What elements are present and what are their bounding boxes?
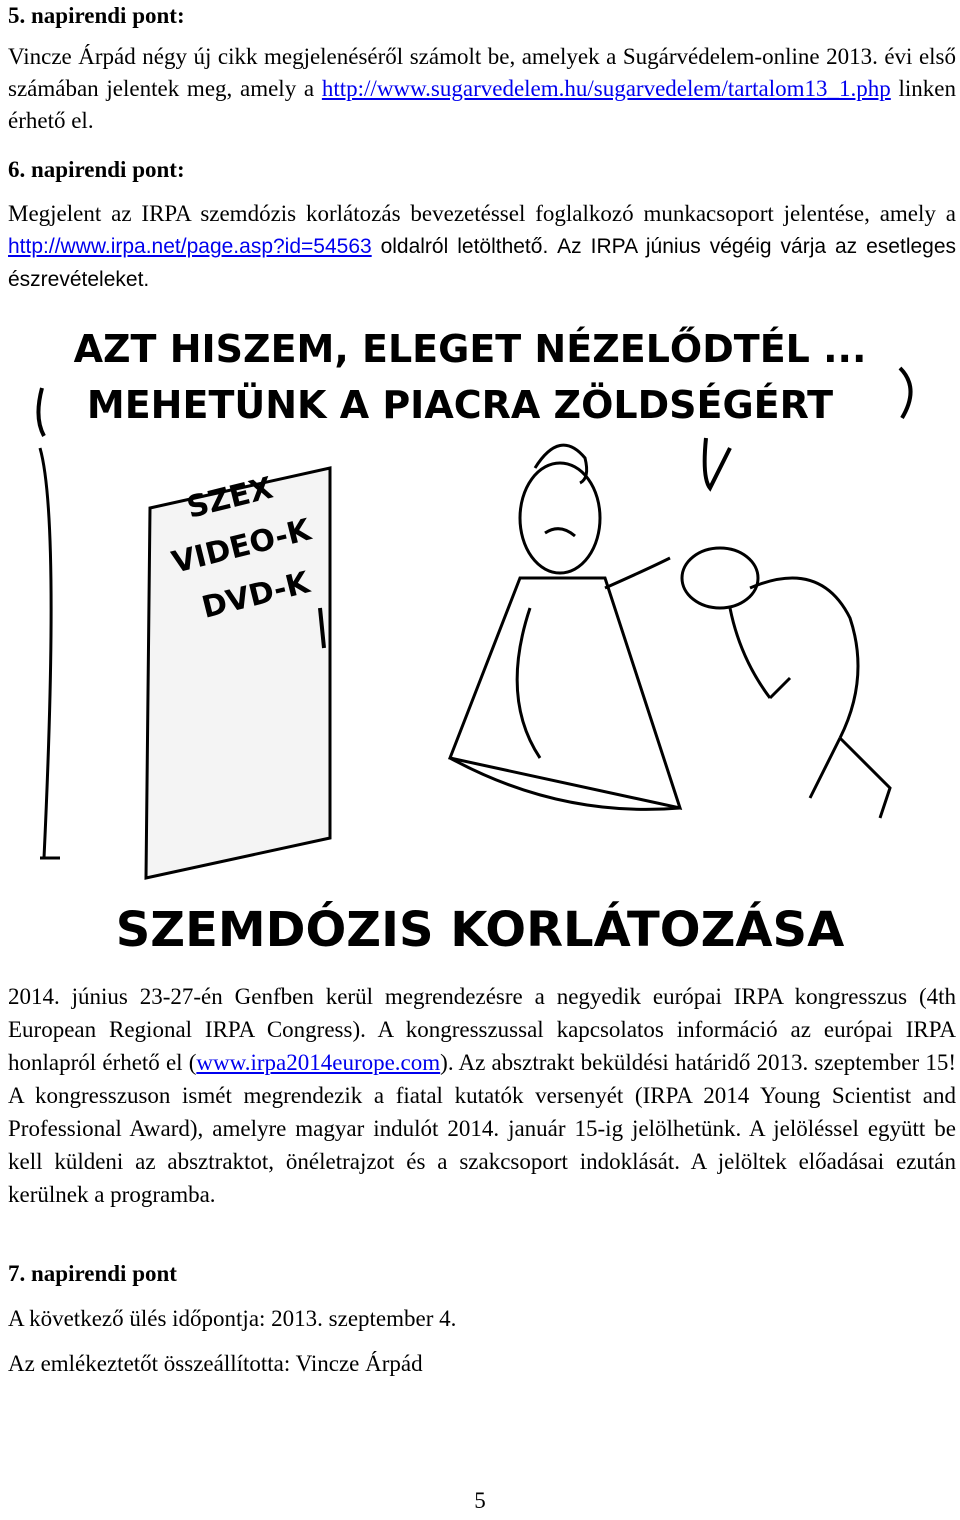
irpa-link[interactable]: http://www.irpa.net/page.asp?id=54563 [8,235,372,258]
tree-trunk [40,448,60,858]
cartoon-caption: SZEMDÓZIS KORLÁTOZÁSA [115,902,845,958]
man-figure [682,548,890,818]
section-5-heading: 5. napirendi pont: [8,3,185,28]
section-5-paragraph [8,41,956,137]
section-5-text-end: linken érhető el. [8,76,957,133]
congress-text-2: ). Az absztrakt beküldési határidő 2013. szeptember 15! A kongresszuson ismét megrendezik a fiatal kutatók versenyét (IRPA 2014 Young Scientist and Professional Award), amelyre magyar indulót 2014. január 15-ig jelölhetünk. A jelöléssel együtt be kell küldeni az absztraktot, önéletrajzot és a szakcsoport indoklását. A jelöltek előadásai ezután kerülnek a programba. [8,1050,956,1207]
congress-paragraph [8,980,956,1211]
section-6-text-mid: oldalról letölthető. [380,235,549,258]
sugarvedelem-link[interactable]: http://www.sugarvedelem.hu/sugarvedelem/tartalom13_1.php [321,76,891,101]
page-number: 5 [474,1488,486,1513]
door-sign-line-3: DVD-K [198,565,313,626]
woman-figure [450,445,680,809]
congress-text-1: 2014. június 23-27-én Genfben kerül megrendezésre a negyedik európai IRPA kongresszus (4th European Regional IRPA Congress). A kongresszussal kapcsolatos információ az európai IRPA honlapról érhető el ( [8,984,956,1075]
section-6-paragraph [8,198,956,296]
next-meeting: A következő ülés időpontja: 2013. szeptember 4. [8,1306,457,1331]
door-sign-line-2: VIDEO-K [168,512,315,581]
speech-line-2: MEHETÜNK A PIACRA ZÖLDSÉGÉRT [86,383,834,427]
section-6-text-end: Az IRPA június végéig várja az esetleges észrevételeket. [8,235,957,291]
section-5-text: Vincze Árpád négy új cikk megjelenéséről számolt be, amelyek a Sugárvédelem-online 2013. évi első számában jelentek meg, amely a [8,44,956,101]
author-line: Az emlékeztetőt összeállította: Vincze Árpád [8,1351,423,1376]
section-6-text: Megjelent az IRPA szemdózis korlátozás bevezetéssel foglalkozó munkacsoport jelentése, amely a [8,201,956,226]
section-7-heading: 7. napirendi pont [8,1261,177,1286]
section-6-heading: 6. napirendi pont: [8,157,185,182]
cartoon-illustration [30,318,930,958]
irpa2014-link[interactable]: www.irpa2014europe.com [196,1050,441,1075]
door-sign-line-1: SZEX [183,470,277,526]
speech-line-1: AZT HISZEM, ELEGET NÉZELŐDTÉL ... [73,327,867,371]
